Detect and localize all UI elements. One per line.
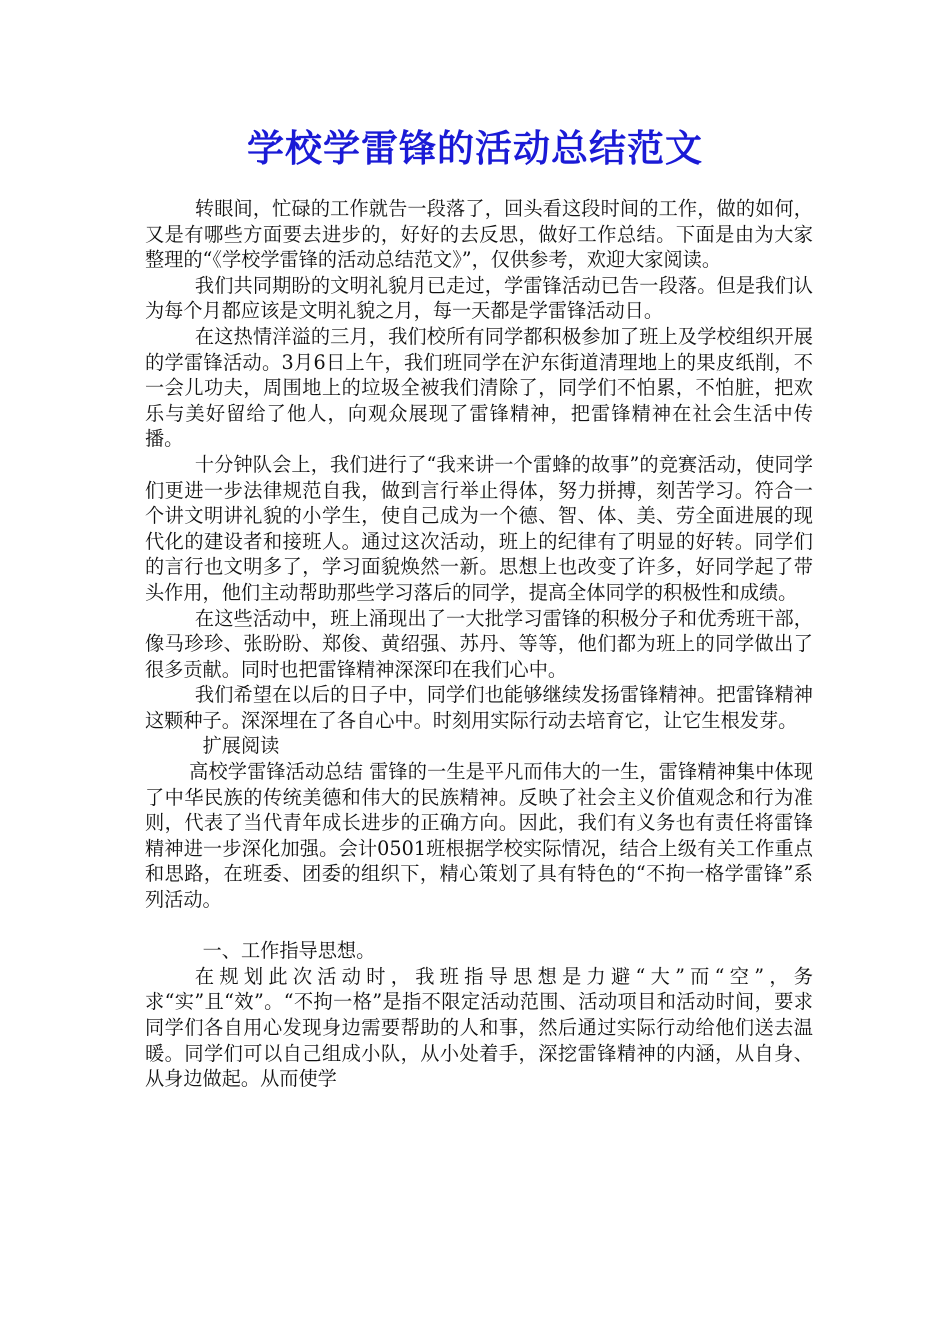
extended-reading-intro: 高校学雷锋活动总结 雷锋的一生是平凡而伟大的一生，雷锋精神集中体现了中华民族的传统美德和伟大的民族精神。反映了社会主义价值观念和行为准则，代表了当代青年成长进步的正确方向。因此，我们有义务也有责任将雷锋精神进一步深化加强。会计0501班根据学校实际情况，结合上级有关工作重点和思路，在班委、团委的组织下，精心策划了具有特色的“不拘一格学雷锋”系列活动。 (145, 760, 813, 912)
paragraph-5: 在这些活动中，班上涌现出了一大批学习雷锋的积极分子和优秀班干部，像马珍珍、张盼盼、郑俊、黄绍强、苏丹、等等，他们都为班上的同学做出了很多贡献。同时也把雷锋精神深深印在我们心中。 (145, 606, 813, 681)
section-body: 在规划此次活动时，我班指导思想是力避“大”而“空”，务求“实”且“效”。“不拘一格”是指不限定活动范围、活动项目和活动时间，要求同学们各自用心发现身边需要帮助的人和事，然后通过实际行动给他们送去温暖。同学们可以自己组成小队，从小处着手，深挖雷锋精神的内涵，从自身、从身边做起。从而使学 (145, 964, 813, 1091)
paragraph-6: 我们希望在以后的日子中，同学们也能够继续发扬雷锋精神。把雷锋精神这颗种子。深深埋在了各自心中。时刻用实际行动去培育它，让它生根发芽。 (145, 683, 813, 732)
extended-reading-heading: 扩展阅读 (202, 734, 280, 758)
document-body (145, 196, 813, 1092)
paragraph-2: 我们共同期盼的文明礼貌月已走过，学雷锋活动已告一段落。但是我们认为每个月都应该是文明礼貌之月，每一天都是学雷锋活动日。 (145, 273, 813, 323)
section-heading: 一、工作指导思想。 (202, 939, 376, 963)
paragraph-intro: 转眼间，忙碌的工作就告一段落了，回头看这段时间的工作，做的如何，又是有哪些方面要去进步的，好好的去反思，做好工作总结。下面是由为大家整理的“《学校学雷锋的活动总结范文》”，仅供参考，欢迎大家阅读。 (145, 197, 813, 272)
paragraph-3: 在这热情洋溢的三月，我们校所有同学都积极参加了班上及学校组织开展的学雷锋活动。3月6日上午，我们班同学在沪东街道清理地上的果皮纸削，不一会儿功夫，周围地上的垃圾全被我们清除了，同学们不怕累，不怕脏，把欢乐与美好留给了他人，向观众展现了雷锋精神，把雷锋精神在社会生活中传播。 (145, 324, 813, 451)
paragraph-4: 十分钟队会上，我们进行了“我来讲一个雷蜂的故事”的竞赛活动，使同学们更进一步法律规范自我，做到言行举止得体，努力拼搏，刻苦学习。符合一个讲文明讲礼貌的小学生，使自己成为一个德、智、体、美、劳全面进展的现代化的建设者和接班人。通过这次活动，班上的纪律有了明显的好转。同学们的言行也文明多了，学习面貌焕然一新。思想上也改变了许多，好同学起了带头作用，他们主动帮助那些学习落后的同学，提高全体同学的积极性和成绩。 (145, 452, 813, 604)
document-title: 学校学雷锋的活动总结范文 (247, 126, 703, 170)
